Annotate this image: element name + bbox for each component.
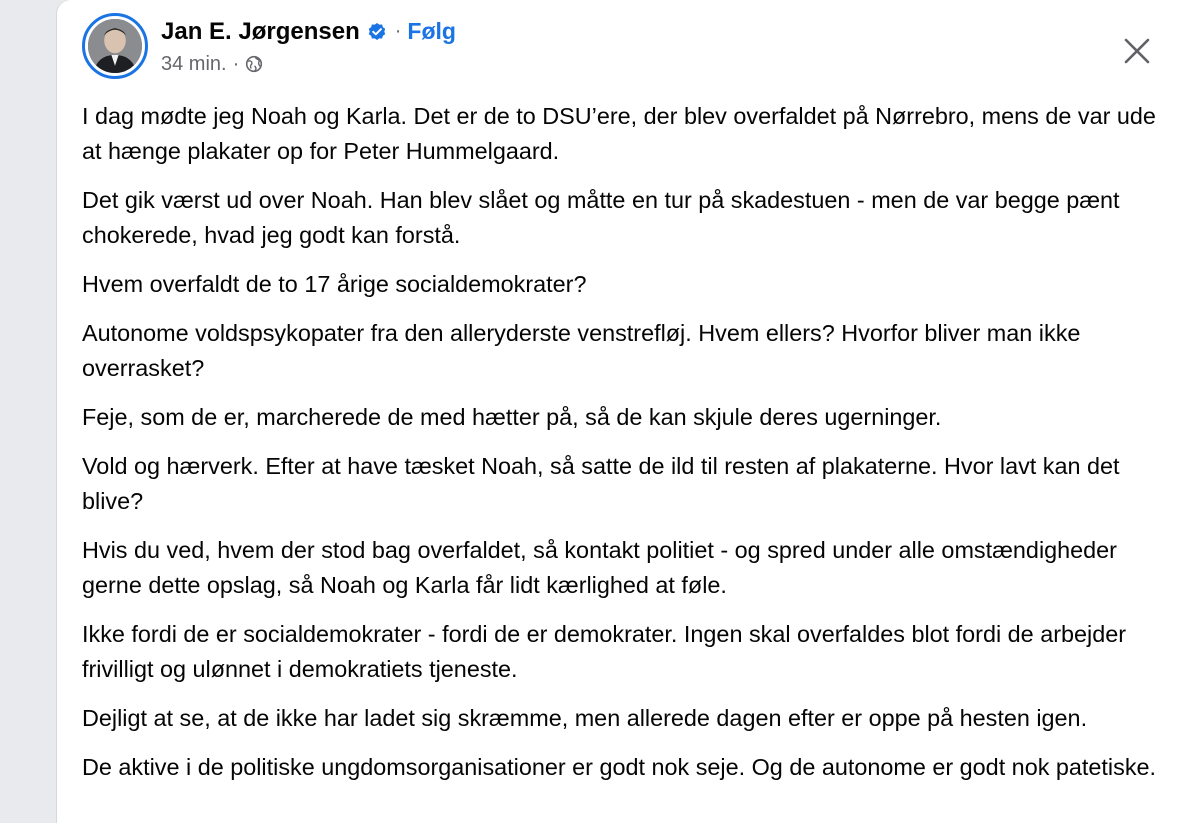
post-header (82, 13, 456, 79)
post-paragraph: Ikke fordi de er socialdemokrater - fordi de er demokrater. Ingen skal overfaldes blot fordi de arbejder frivilligt og ulønnet i demokratiets tjeneste. (82, 621, 1127, 682)
person-photo-icon (88, 19, 142, 73)
close-button[interactable] (1121, 35, 1153, 67)
post-paragraph: Hvem overfaldt de to 17 årige socialdemokrater? (82, 271, 587, 297)
close-icon (1124, 38, 1150, 64)
post-paragraph: I dag mødte jeg Noah og Karla. Det er de to DSU’ere, der blev overfaldet på Nørrebro, mens de var ude at hænge plakater op for Peter Hummelgaard. (82, 103, 1156, 164)
post-paragraph: Det gik værst ud over Noah. Han blev slået og måtte en tur på skadestuen - men de var begge pænt chokerede, hvad jeg godt kan forstå. (82, 187, 1120, 248)
avatar-image (88, 19, 142, 73)
post-paragraph: Vold og hærverk. Efter at have tæsket Noah, så satte de ild til resten af plakaterne. Hvor lavt kan det blive? (82, 453, 1120, 514)
verified-badge-icon (367, 22, 387, 42)
separator-dot: · (232, 52, 240, 75)
post-subline (161, 53, 456, 76)
author-row (161, 17, 456, 47)
avatar[interactable] (82, 13, 148, 79)
post-paragraph: Autonome voldspsykopater fra den alleryderste venstrefløj. Hvem ellers? Hvorfor bliver man ikke overrasket? (82, 320, 1081, 381)
post-text (82, 99, 1167, 799)
post-paragraph: De aktive i de politiske ungdomsorganisationer er godt nok seje. Og de autonome er godt nok patetiske. (82, 754, 1157, 780)
follow-button[interactable]: Følg (407, 18, 456, 44)
post-meta (161, 17, 456, 76)
author-name[interactable]: Jan E. Jørgensen (161, 17, 360, 45)
post-paragraph: Feje, som de er, marcherede de med hætter på, så de kan skjule deres ugerninger. (82, 404, 942, 430)
post-card (57, 0, 1200, 823)
post-paragraph: Dejligt at se, at de ikke har ladet sig skræmme, men allerede dagen efter er oppe på hesten igen. (82, 705, 1088, 731)
separator-dot: · (394, 20, 402, 42)
post-timestamp[interactable]: 34 min. (161, 52, 227, 75)
post-paragraph: Hvis du ved, hvem der stod bag overfaldet, så kontakt politiet - og spred under alle omstændigheder gerne dette opslag, så Noah og Karla får lidt kærlighed at føle. (82, 537, 1117, 598)
globe-icon[interactable] (245, 55, 263, 73)
